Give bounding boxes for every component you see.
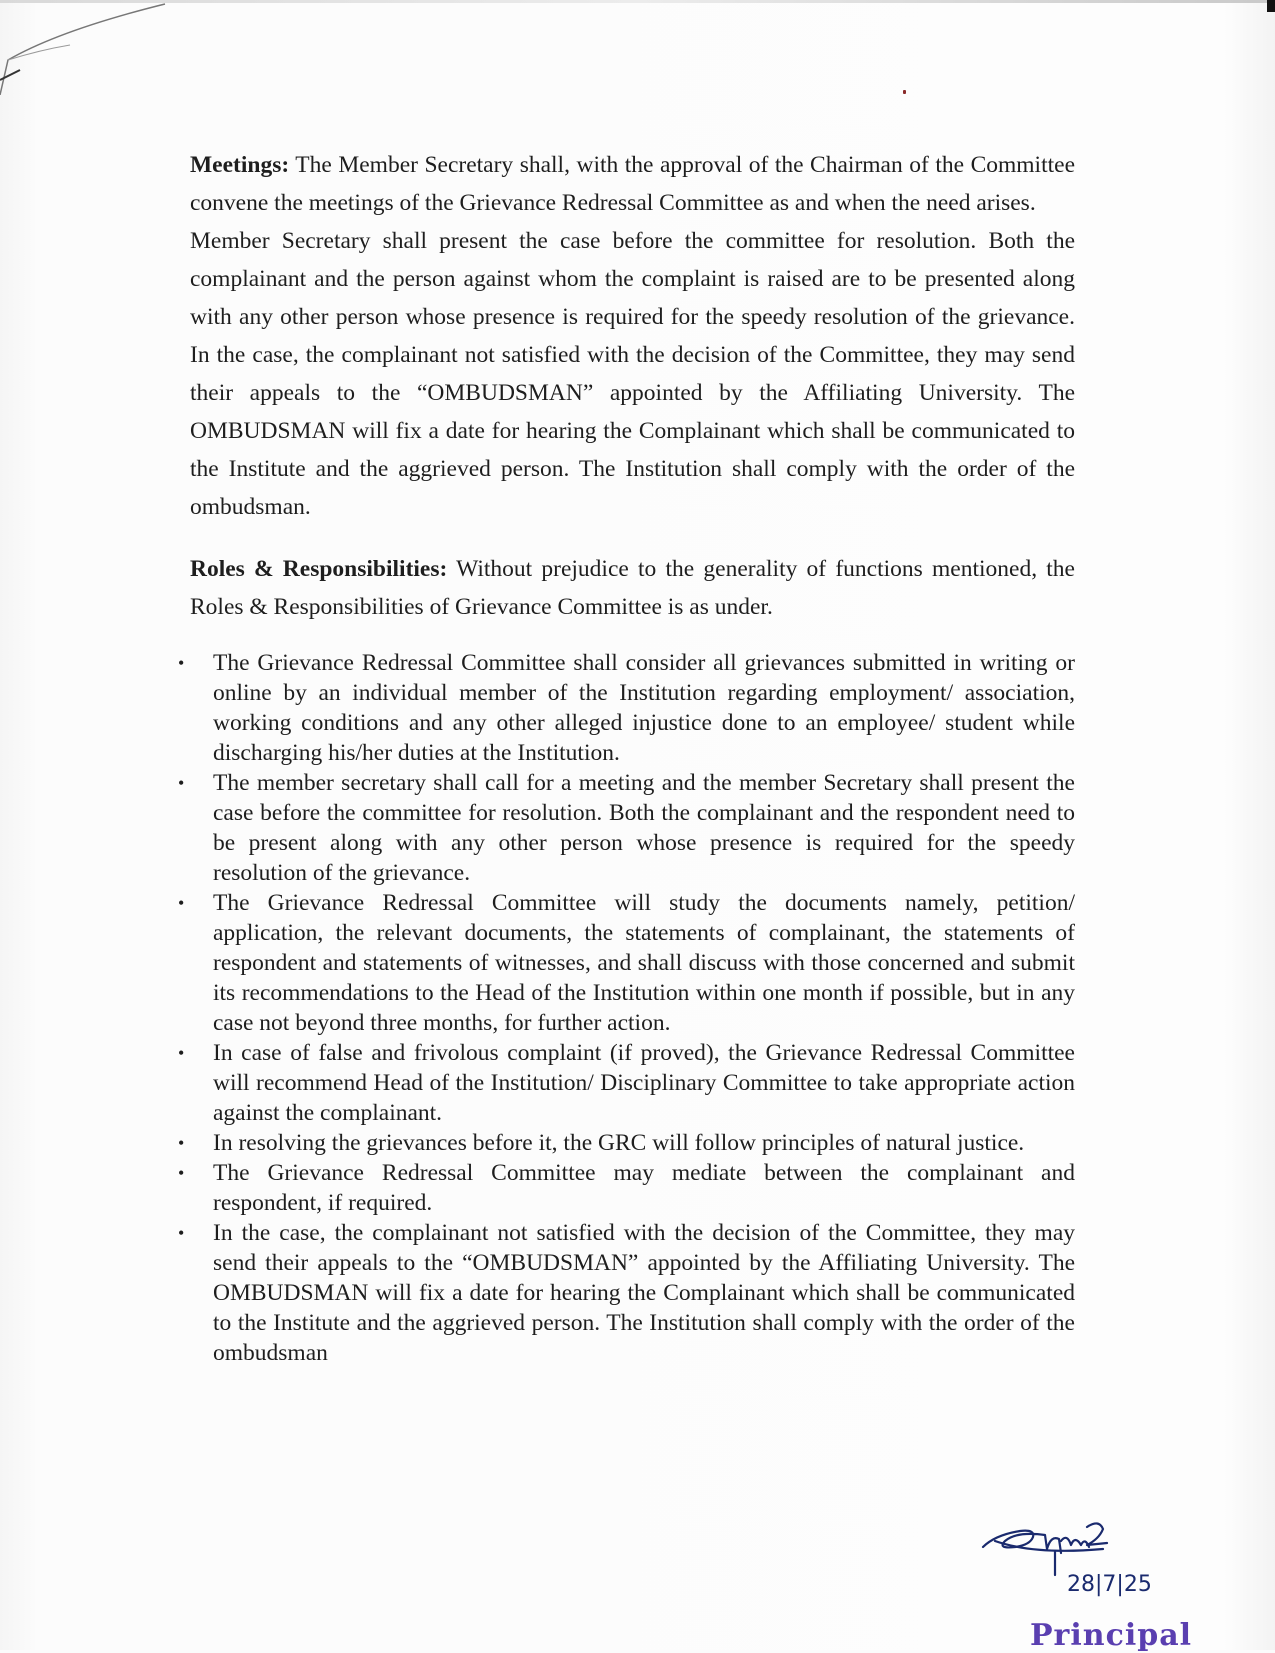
- bullet-icon: •: [178, 1163, 185, 1183]
- list-item-text: In case of false and frivolous complaint (if proved), the Grievance Redressal Committee will recommend Head of the Institution/ Disciplinary Committee to take appropriate action against the complainant.: [213, 1040, 1075, 1126]
- list-item-text: The Grievance Redressal Committee will study the documents namely, petition/ application, the relevant documents, the statements of complainant, the statements of respondent and statements of witnesses, and shall discuss with those concerned and submit its recommendations to the Head of the Institution within one month if possible, but in any case not beyond three months, for further action.: [213, 890, 1075, 1036]
- roles-heading: Roles & Responsibilities:: [190, 556, 448, 582]
- list-item: [178, 1158, 1075, 1218]
- list-item: [178, 1128, 1075, 1158]
- list-item-text: The Grievance Redressal Committee may mediate between the complainant and respondent, if required.: [213, 1160, 1075, 1216]
- responsibilities-list: [178, 648, 1075, 1368]
- bullet-icon: •: [178, 773, 185, 793]
- list-item: [178, 1218, 1075, 1368]
- bullet-icon: •: [178, 653, 185, 673]
- list-item-text: The Grievance Redressal Committee shall consider all grievances submitted in writing or online by an individual member of the Institution regarding employment/ association, working conditions and any other alleged injustice done to an employee/ student while discharging his/her duties at the Institution.: [213, 650, 1075, 766]
- meetings-text: The Member Secretary shall, with the approval of the Chairman of the Committee convene the meetings of the Grievance Redressal Committee as and when the need arises.: [190, 152, 1075, 216]
- ink-dot: [903, 90, 906, 94]
- bullet-icon: •: [178, 893, 185, 913]
- list-item: [178, 888, 1075, 1038]
- list-item-text: The member secretary shall call for a meeting and the member Secretary shall present the case before the committee for resolution. Both the complainant and the respondent need to be present along with any other person whose presence is required for the speedy resolution of the grievance.: [213, 770, 1075, 886]
- member-secretary-paragraph: Member Secretary shall present the case before the committee for resolution. Both the complainant and the person against whom the complaint is raised are to be presented along with any other person whose presence is required for the speedy resolution of the grievance. In the case, the complainant not satisfied with the decision of the Committee, they may send their appeals to the “OMBUDSMAN” appointed by the Affiliating University. The OMBUDSMAN will fix a date for hearing the Complainant which shall be communicated to the Institute and the aggrieved person. The Institution shall comply with the order of the ombudsman.: [190, 228, 1075, 520]
- principal-stamp: Principal: [1030, 1618, 1193, 1653]
- scan-corner-mark: [1267, 0, 1275, 12]
- document-body: [178, 146, 1075, 1368]
- list-item: [178, 768, 1075, 888]
- list-item: [178, 1038, 1075, 1128]
- list-item-text: In the case, the complainant not satisfied with the decision of the Committee, they may send their appeals to the “OMBUDSMAN” appointed by the Affiliating University. The OMBUDSMAN will fix a date for hearing the Complainant which shall be communicated to the Institute and the aggrieved person. The Institution shall comply with the order of the ombudsman: [213, 1220, 1075, 1366]
- roles-text: Without prejudice to the generality of functions mentioned, the Roles & Responsibilities of Grievance Committee is as under.: [190, 556, 1075, 620]
- section-spacer: [190, 526, 1075, 550]
- meetings-paragraph: [190, 146, 1075, 222]
- list-item-text: In resolving the grievances before it, the GRC will follow principles of natural justice.: [213, 1130, 1025, 1156]
- folded-corner-mark: [0, 0, 170, 95]
- bullet-icon: •: [178, 1223, 185, 1243]
- roles-paragraph: [190, 550, 1075, 626]
- bullet-icon: •: [178, 1133, 185, 1153]
- scan-top-edge: [0, 0, 1275, 3]
- list-item: [178, 648, 1075, 768]
- meetings-heading: Meetings:: [190, 152, 290, 178]
- bullet-icon: •: [178, 1043, 185, 1063]
- signature-date: 28|7|25: [1067, 1572, 1152, 1597]
